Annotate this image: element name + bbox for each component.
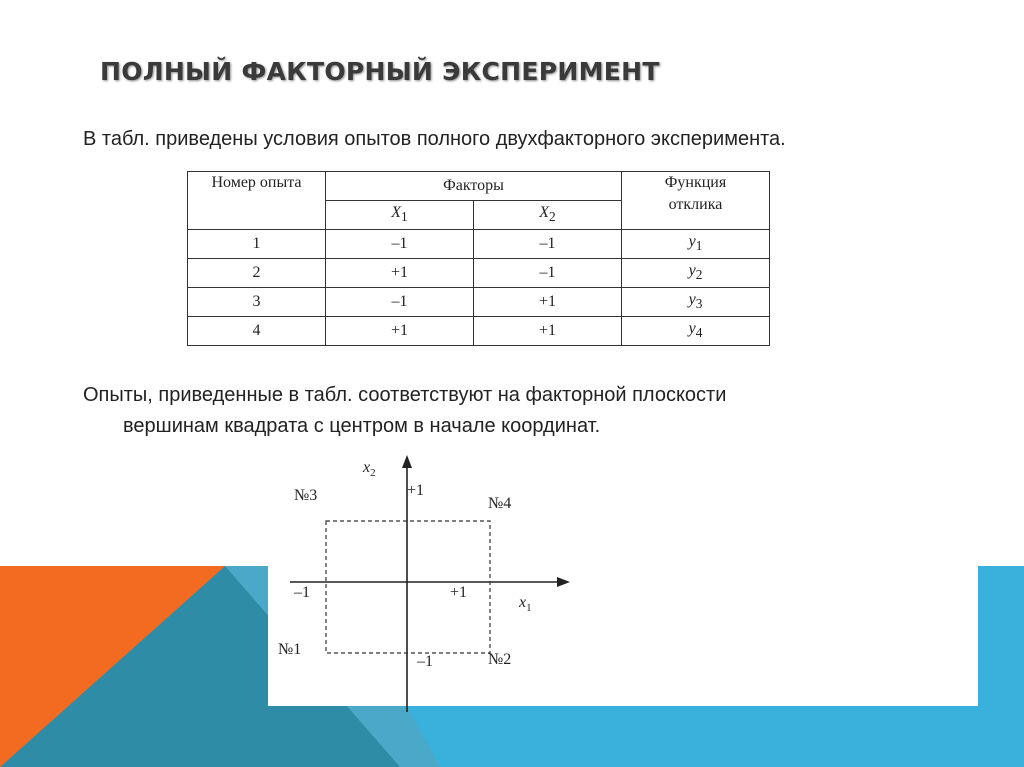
cell-x2: +1 xyxy=(474,317,622,346)
point-label-4: №4 xyxy=(488,495,512,512)
header-x2: $X_2$ xyxy=(474,201,622,230)
conclusion-text xyxy=(83,380,883,442)
table-header-row xyxy=(188,172,770,201)
intro-text: В табл. приведены условия опытов полного двухфакторного эксперимента. xyxy=(83,128,786,150)
point-label-2: №2 xyxy=(488,651,512,668)
table-row xyxy=(188,230,770,259)
y-axis-label: $x_2$ xyxy=(363,459,376,479)
cell-trial: 3 xyxy=(188,288,326,317)
table-row xyxy=(188,288,770,317)
point-label-1: №1 xyxy=(278,641,302,658)
cell-x1: –1 xyxy=(326,288,474,317)
y-minus-one-label: –1 xyxy=(417,653,433,670)
header-response-function: Функция отклика xyxy=(622,172,770,230)
x-axis-arrow-icon xyxy=(557,577,570,587)
y-axis-arrow-icon xyxy=(402,455,412,468)
slide-title: ПОЛНЫЙ ФАКТОРНЫЙ ЭКСПЕРИМЕНТ xyxy=(100,57,660,86)
conclusion-line-1: Опыты, приведенные в табл. соответствуют на факторной плоскости xyxy=(83,384,727,406)
cell-x1: +1 xyxy=(326,259,474,288)
x-plus-one-label: +1 xyxy=(450,584,468,601)
cell-trial: 4 xyxy=(188,317,326,346)
table-row xyxy=(188,259,770,288)
conclusion-line-2: вершинам квадрата с центром в начале координат. xyxy=(123,415,601,437)
cell-response: $y_2$ xyxy=(622,259,770,288)
y-plus-one-label: +1 xyxy=(407,482,425,499)
table-row xyxy=(188,317,770,346)
cell-response: $y_1$ xyxy=(622,230,770,259)
cell-x2: –1 xyxy=(474,230,622,259)
experiment-table xyxy=(187,171,770,346)
cell-x2: +1 xyxy=(474,288,622,317)
cell-trial: 2 xyxy=(188,259,326,288)
cell-x2: –1 xyxy=(474,259,622,288)
cell-response: $y_4$ xyxy=(622,317,770,346)
header-x1: $X_1$ xyxy=(326,201,474,230)
cell-trial: 1 xyxy=(188,230,326,259)
cell-x1: +1 xyxy=(326,317,474,346)
x-axis-label: $x_1$ xyxy=(519,594,532,614)
header-factors: Факторы xyxy=(326,172,622,201)
cell-response: $y_3$ xyxy=(622,288,770,317)
point-label-3: №3 xyxy=(294,487,318,504)
cell-x1: –1 xyxy=(326,230,474,259)
factor-plane-diagram xyxy=(260,440,580,715)
header-trial-number: Номер опыта xyxy=(188,172,326,230)
x-minus-one-label: –1 xyxy=(294,584,310,601)
